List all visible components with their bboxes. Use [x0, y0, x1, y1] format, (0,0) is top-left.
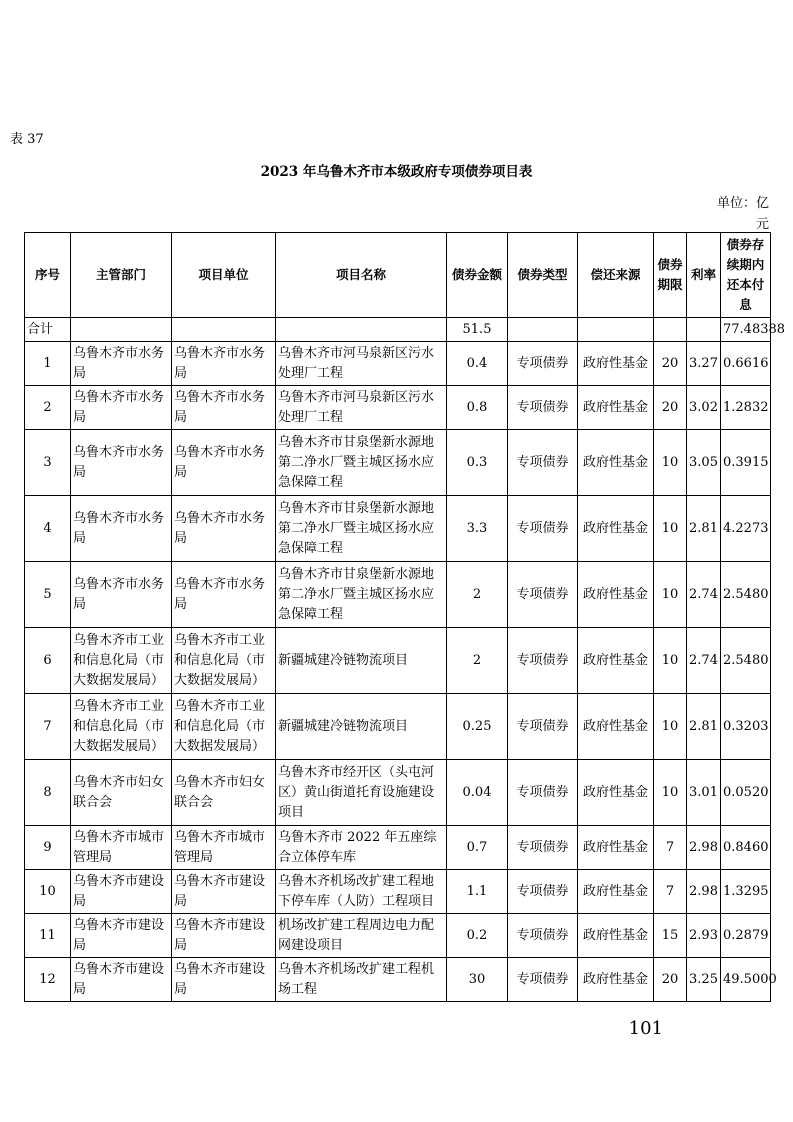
cell-repay: 0.6616	[721, 342, 771, 386]
cell-seq: 2	[25, 386, 71, 430]
cell-dept: 乌鲁木齐市城市管理局	[71, 826, 172, 870]
cell-name: 新疆城建冷链物流项目	[276, 628, 447, 694]
cell-name: 乌鲁木齐市河马泉新区污水处理厂工程	[276, 342, 447, 386]
header-rate: 利率	[687, 233, 721, 318]
table-header-row	[25, 233, 771, 318]
cell-unit: 乌鲁木齐市建设局	[172, 870, 276, 914]
cell-repay: 4.2273	[721, 496, 771, 562]
cell-name: 乌鲁木齐机场改扩建工程地下停车库（人防）工程项目	[276, 870, 447, 914]
cell-source: 政府性基金	[578, 496, 654, 562]
page-number: 101	[628, 1018, 663, 1039]
table-row	[25, 562, 771, 628]
cell-term: 10	[654, 628, 687, 694]
cell-seq: 10	[25, 870, 71, 914]
cell-source: 政府性基金	[578, 760, 654, 826]
cell-rate: 2.93	[687, 914, 721, 958]
total-repay: 77.48388	[721, 318, 771, 342]
cell-amount: 0.2	[447, 914, 508, 958]
cell-rate: 3.27	[687, 342, 721, 386]
cell-type: 专项债券	[508, 870, 578, 914]
cell-dept: 乌鲁木齐市妇女联合会	[71, 760, 172, 826]
cell-amount: 0.7	[447, 826, 508, 870]
cell-seq: 9	[25, 826, 71, 870]
cell-name: 乌鲁木齐机场改扩建工程机场工程	[276, 958, 447, 1002]
cell-rate: 2.81	[687, 496, 721, 562]
cell-rate: 2.74	[687, 628, 721, 694]
cell-repay: 0.0520	[721, 760, 771, 826]
table-row	[25, 760, 771, 826]
header-seq: 序号	[25, 233, 71, 318]
cell-repay: 0.8460	[721, 826, 771, 870]
cell-name: 乌鲁木齐市经开区（头屯河区）黄山街道托育设施建设项目	[276, 760, 447, 826]
cell-term: 7	[654, 870, 687, 914]
cell-rate: 2.98	[687, 870, 721, 914]
cell-rate: 2.98	[687, 826, 721, 870]
cell-rate: 3.01	[687, 760, 721, 826]
cell-dept: 乌鲁木齐市水务局	[71, 430, 172, 496]
header-amount: 债券金额	[447, 233, 508, 318]
cell-dept: 乌鲁木齐市工业和信息化局（市大数据发展局）	[71, 628, 172, 694]
cell-seq: 5	[25, 562, 71, 628]
cell-type: 专项债券	[508, 628, 578, 694]
cell-amount: 30	[447, 958, 508, 1002]
cell-repay: 2.5480	[721, 628, 771, 694]
cell-repay: 1.2832	[721, 386, 771, 430]
cell-amount: 2	[447, 562, 508, 628]
cell-source: 政府性基金	[578, 826, 654, 870]
table-number-label: 表 37	[10, 132, 44, 147]
cell-dept: 乌鲁木齐市建设局	[71, 958, 172, 1002]
cell-dept: 乌鲁木齐市工业和信息化局（市大数据发展局）	[71, 694, 172, 760]
table-row	[25, 628, 771, 694]
cell-type: 专项债券	[508, 342, 578, 386]
table-row	[25, 870, 771, 914]
cell-term: 10	[654, 496, 687, 562]
cell-name: 乌鲁木齐市河马泉新区污水处理厂工程	[276, 386, 447, 430]
table-row	[25, 958, 771, 1002]
cell-rate: 2.74	[687, 562, 721, 628]
total-row	[25, 318, 771, 342]
cell-rate: 3.02	[687, 386, 721, 430]
cell-term: 20	[654, 958, 687, 1002]
cell-source: 政府性基金	[578, 430, 654, 496]
cell-type: 专项债券	[508, 760, 578, 826]
cell-amount: 3.3	[447, 496, 508, 562]
cell-amount: 0.4	[447, 342, 508, 386]
cell-term: 20	[654, 342, 687, 386]
cell-type: 专项债券	[508, 826, 578, 870]
cell-rate: 3.25	[687, 958, 721, 1002]
cell-dept: 乌鲁木齐市水务局	[71, 342, 172, 386]
cell-source: 政府性基金	[578, 342, 654, 386]
header-unit: 项目单位	[172, 233, 276, 318]
cell-source: 政府性基金	[578, 562, 654, 628]
cell-type: 专项债券	[508, 386, 578, 430]
cell-seq: 6	[25, 628, 71, 694]
cell-repay: 49.5000	[721, 958, 771, 1002]
cell-term: 15	[654, 914, 687, 958]
cell-term: 10	[654, 760, 687, 826]
table-row	[25, 694, 771, 760]
header-term: 债券期限	[654, 233, 687, 318]
cell-repay: 0.3915	[721, 430, 771, 496]
cell-dept: 乌鲁木齐市建设局	[71, 914, 172, 958]
cell-name: 乌鲁木齐市 2022 年五座综合立体停车库	[276, 826, 447, 870]
cell-unit: 乌鲁木齐市水务局	[172, 430, 276, 496]
header-type: 债券类型	[508, 233, 578, 318]
cell-type: 专项债券	[508, 914, 578, 958]
cell-seq: 1	[25, 342, 71, 386]
total-amount: 51.5	[447, 318, 508, 342]
cell-name: 机场改扩建工程周边电力配网建设项目	[276, 914, 447, 958]
cell-unit: 乌鲁木齐市城市管理局	[172, 826, 276, 870]
cell-source: 政府性基金	[578, 958, 654, 1002]
cell-dept: 乌鲁木齐市水务局	[71, 496, 172, 562]
cell-rate: 3.05	[687, 430, 721, 496]
table-row	[25, 430, 771, 496]
cell-dept: 乌鲁木齐市水务局	[71, 562, 172, 628]
document-title: 2023 年乌鲁木齐市本级政府专项债券项目表	[260, 164, 533, 180]
cell-repay: 0.2879	[721, 914, 771, 958]
header-repay: 债券存续期内还本付息	[721, 233, 771, 318]
header-dept: 主管部门	[71, 233, 172, 318]
cell-repay: 0.3203	[721, 694, 771, 760]
cell-type: 专项债券	[508, 694, 578, 760]
cell-name: 乌鲁木齐市甘泉堡新水源地第二净水厂暨主城区扬水应急保障工程	[276, 496, 447, 562]
cell-type: 专项债券	[508, 958, 578, 1002]
table-row	[25, 914, 771, 958]
cell-seq: 8	[25, 760, 71, 826]
cell-unit: 乌鲁木齐市妇女联合会	[172, 760, 276, 826]
cell-unit: 乌鲁木齐市水务局	[172, 342, 276, 386]
cell-term: 7	[654, 826, 687, 870]
cell-seq: 7	[25, 694, 71, 760]
table-row	[25, 386, 771, 430]
cell-term: 10	[654, 694, 687, 760]
cell-source: 政府性基金	[578, 914, 654, 958]
cell-amount: 0.25	[447, 694, 508, 760]
cell-source: 政府性基金	[578, 870, 654, 914]
cell-repay: 1.3295	[721, 870, 771, 914]
cell-term: 20	[654, 386, 687, 430]
unit-label-continued: 元	[755, 217, 769, 232]
cell-seq: 12	[25, 958, 71, 1002]
cell-source: 政府性基金	[578, 694, 654, 760]
table-row	[25, 342, 771, 386]
cell-dept: 乌鲁木齐市建设局	[71, 870, 172, 914]
cell-name: 乌鲁木齐市甘泉堡新水源地第二净水厂暨主城区扬水应急保障工程	[276, 562, 447, 628]
cell-seq: 3	[25, 430, 71, 496]
cell-type: 专项债券	[508, 430, 578, 496]
cell-name: 新疆城建冷链物流项目	[276, 694, 447, 760]
cell-rate: 2.81	[687, 694, 721, 760]
cell-type: 专项债券	[508, 562, 578, 628]
cell-type: 专项债券	[508, 496, 578, 562]
cell-unit: 乌鲁木齐市建设局	[172, 958, 276, 1002]
cell-term: 10	[654, 430, 687, 496]
cell-term: 10	[654, 562, 687, 628]
table-row	[25, 826, 771, 870]
header-source: 偿还来源	[578, 233, 654, 318]
cell-amount: 1.1	[447, 870, 508, 914]
cell-amount: 0.3	[447, 430, 508, 496]
cell-amount: 0.04	[447, 760, 508, 826]
table-row	[25, 496, 771, 562]
cell-source: 政府性基金	[578, 628, 654, 694]
cell-unit: 乌鲁木齐市工业和信息化局（市大数据发展局）	[172, 628, 276, 694]
cell-source: 政府性基金	[578, 386, 654, 430]
cell-name: 乌鲁木齐市甘泉堡新水源地第二净水厂暨主城区扬水应急保障工程	[276, 430, 447, 496]
cell-unit: 乌鲁木齐市水务局	[172, 562, 276, 628]
cell-dept: 乌鲁木齐市水务局	[71, 386, 172, 430]
cell-unit: 乌鲁木齐市水务局	[172, 496, 276, 562]
header-name: 项目名称	[276, 233, 447, 318]
cell-seq: 4	[25, 496, 71, 562]
cell-unit: 乌鲁木齐市工业和信息化局（市大数据发展局）	[172, 694, 276, 760]
cell-amount: 2	[447, 628, 508, 694]
total-label: 合计	[25, 318, 71, 342]
cell-seq: 11	[25, 914, 71, 958]
cell-amount: 0.8	[447, 386, 508, 430]
bond-projects-table	[24, 232, 786, 1002]
cell-repay: 2.5480	[721, 562, 771, 628]
cell-unit: 乌鲁木齐市水务局	[172, 386, 276, 430]
unit-label: 单位：亿	[716, 196, 769, 211]
cell-unit: 乌鲁木齐市建设局	[172, 914, 276, 958]
